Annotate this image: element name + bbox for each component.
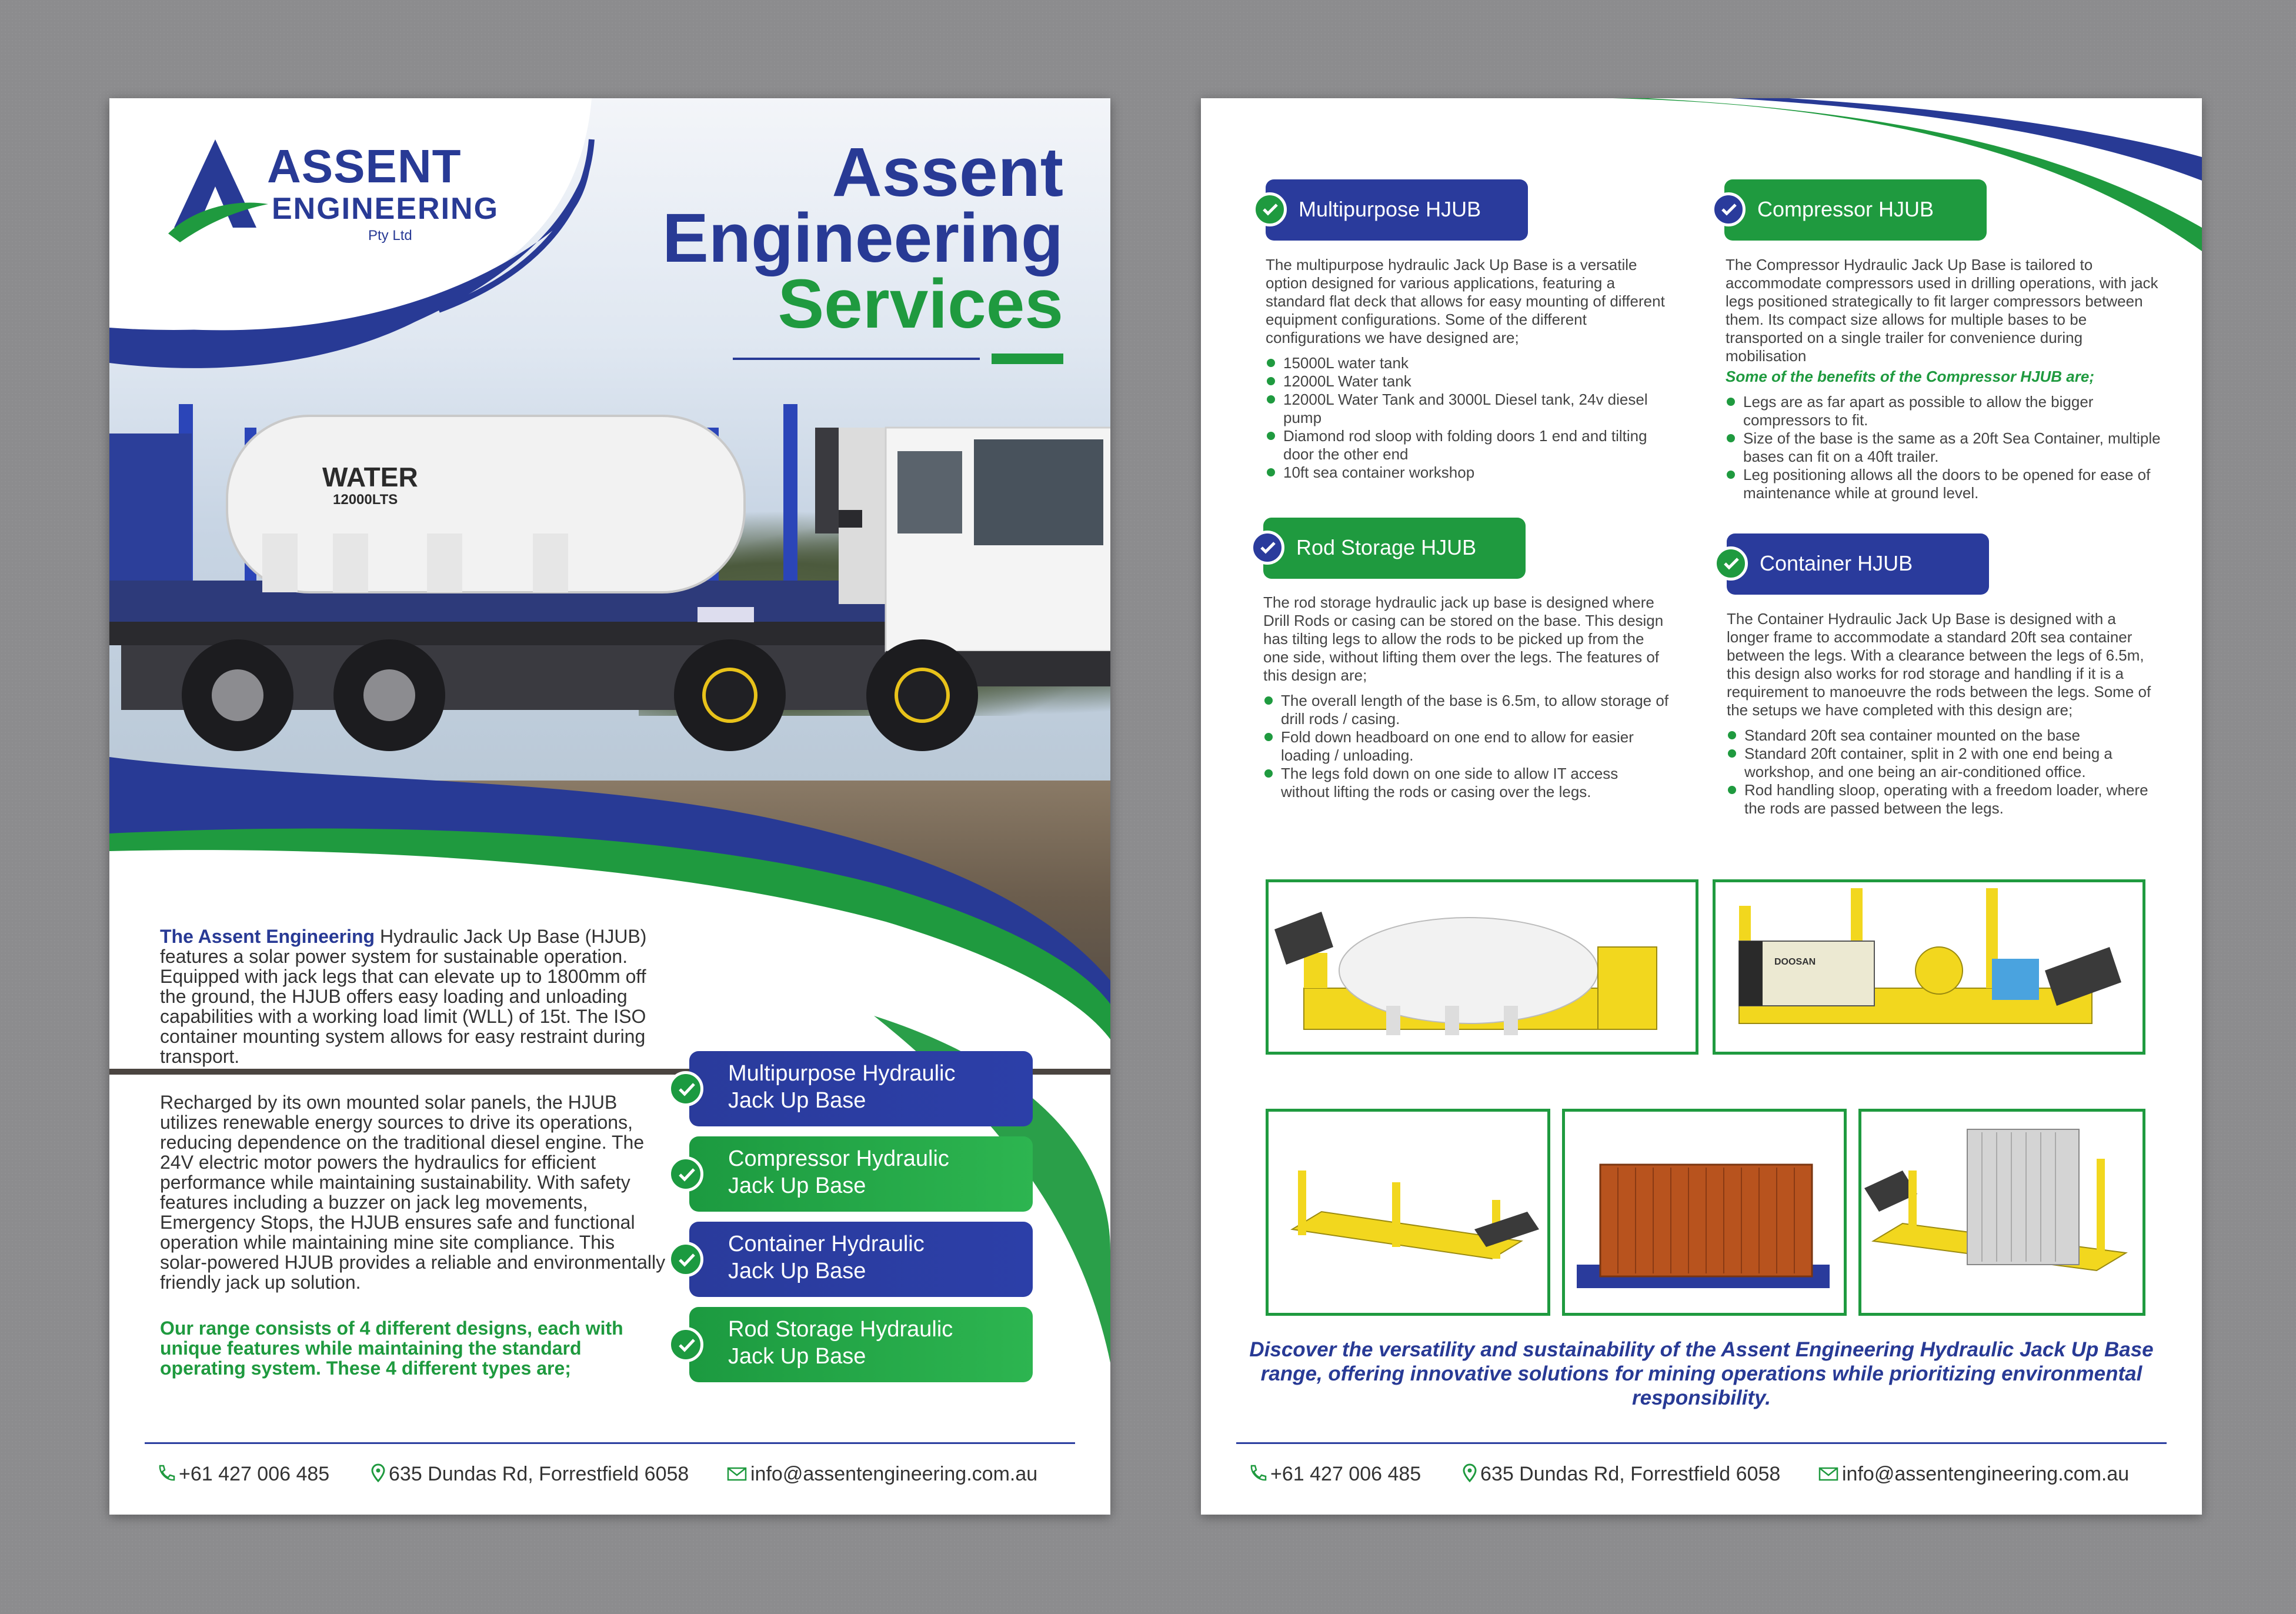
page-title	[662, 134, 1063, 343]
section-body-multipurpose	[1266, 256, 1666, 482]
compressor-brand-label: DOOSAN	[1774, 957, 1816, 967]
location-pin-icon	[1463, 1463, 1477, 1488]
bullet-list	[1263, 692, 1669, 801]
tank-sublabel: 12000LTS	[333, 492, 398, 508]
image-container-workshop-base	[1858, 1109, 2145, 1316]
list-item: The legs fold down on one side to allow IT access without lifting the rods or casing over the legs.	[1263, 765, 1669, 801]
type-pill-line1: Multipurpose Hydraulic	[728, 1061, 956, 1086]
intro-company-name: The Assent Engineering	[160, 926, 375, 947]
type-pill-multipurpose	[689, 1051, 1033, 1126]
logo-name-line3: Pty Ltd	[368, 228, 412, 244]
section-title: Multipurpose HJUB	[1299, 197, 1481, 221]
list-item: Fold down headboard on one end to allow for easier loading / unloading.	[1263, 728, 1669, 765]
intro-paragraph-1	[160, 926, 666, 1066]
section-description: The Container Hydraulic Jack Up Base is designed with a longer frame to accommodate a standard 20ft sea container between the legs. With a clearance between the legs of 6.5m, this design also works for rod storage and handling if it is a requirement to manoeuvre the rods between the legs. Some of the setups we have completed with this design are;	[1727, 610, 2151, 719]
flyer-page-back	[1201, 98, 2202, 1515]
type-pill-line1: Rod Storage Hydraulic	[728, 1317, 953, 1342]
check-icon	[668, 1071, 703, 1106]
list-item: The overall length of the base is 6.5m, to allow storage of drill rods / casing.	[1263, 692, 1669, 728]
list-item: Rod handling sloop, operating with a freedom loader, where the rods are passed between the legs.	[1727, 781, 2162, 818]
intro-text	[160, 926, 666, 1404]
check-icon	[1253, 192, 1287, 226]
mail-icon	[727, 1464, 747, 1487]
check-icon	[1250, 531, 1284, 565]
phone-icon	[156, 1463, 175, 1488]
section-heading-compressor	[1724, 179, 1987, 241]
intro-paragraph-2: Recharged by its own mounted solar panels, the HJUB utilizes renewable energy sources to drive its operations, reducing dependence on the traditional diesel engine. The 24V electric motor powers the hydraulics for efficient performance while maintaining sustainability. With safety features including a buzzer on jack leg movements, Emergency Stops, the HJUB ensures safe and functional operation while maintaining mine site compliance. This solar-powered HJUB provides a reliable and environmentally friendly jack up solution.	[160, 1092, 666, 1293]
logo-name-line2: ENGINEERING	[272, 192, 499, 226]
footer-phone	[156, 1463, 329, 1488]
type-pill-rod-storage	[689, 1307, 1033, 1382]
section-heading-multipurpose	[1266, 179, 1528, 241]
list-item: Leg positioning allows all the doors to be opened for ease of maintenance while at ground level.	[1726, 466, 2161, 502]
footer-address-text: 635 Dundas Rd, Forrestfield 6058	[389, 1463, 689, 1485]
footer-divider	[145, 1442, 1075, 1444]
bullet-list	[1727, 726, 2162, 818]
footer-phone	[1248, 1463, 1421, 1488]
list-item: Standard 20ft container, split in 2 with one end being a workshop, and one being an air-conditioned office.	[1727, 745, 2162, 781]
title-line-1: Assent	[832, 134, 1063, 211]
footer-address	[371, 1463, 689, 1488]
section-title: Rod Storage HJUB	[1296, 535, 1477, 559]
bullet-list	[1266, 354, 1666, 482]
section-body-compressor	[1726, 256, 2161, 502]
footer-address-text: 635 Dundas Rd, Forrestfield 6058	[1480, 1463, 1781, 1485]
type-pill-container	[689, 1222, 1033, 1297]
tank-label: WATER	[322, 462, 418, 492]
section-description: The rod storage hydraulic jack up base is designed where Drill Rods or casing can be stored on the base. This design has tilting legs to allow the rods to be picked up from the one side, without lifting them over the legs. The features of this design are;	[1263, 593, 1664, 684]
company-logo	[168, 139, 592, 292]
footer-phone-text: +61 427 006 485	[179, 1463, 330, 1485]
type-pill-line2: Jack Up Base	[728, 1088, 866, 1113]
check-icon	[668, 1242, 703, 1277]
title-line-3: Services	[777, 265, 1063, 343]
section-heading-container	[1727, 533, 1989, 595]
mail-icon	[1818, 1464, 1838, 1487]
bullet-list	[1726, 393, 2161, 502]
check-icon	[668, 1156, 703, 1192]
image-rod-storage-base	[1266, 1109, 1550, 1316]
list-item: 12000L Water Tank and 3000L Diesel tank, 24v diesel pump	[1266, 391, 1666, 427]
check-icon	[668, 1327, 703, 1362]
type-pill-line2: Jack Up Base	[728, 1173, 866, 1198]
section-description: The multipurpose hydraulic Jack Up Base is a versatile option designed for various applications, featuring a standard flat deck that allows for easy mounting of different equipment configurations. Some of the different configurations we have designed are;	[1266, 256, 1665, 346]
list-item: 10ft sea container workshop	[1266, 463, 1666, 482]
flyer-page-front	[109, 98, 1110, 1515]
footer-email	[727, 1463, 1037, 1487]
type-pill-line1: Compressor Hydraulic	[728, 1146, 949, 1171]
logo-mark-icon	[168, 139, 268, 245]
section-body-rod-storage	[1263, 593, 1669, 801]
section-heading-rod-storage	[1263, 518, 1526, 579]
list-item: 15000L water tank	[1266, 354, 1666, 372]
title-line-2: Engineering	[662, 199, 1063, 277]
image-container-base	[1562, 1109, 1847, 1316]
logo-name-line1: ASSENT	[267, 140, 462, 192]
type-pill-line1: Container Hydraulic	[728, 1232, 925, 1256]
type-pill-line2: Jack Up Base	[728, 1344, 866, 1369]
footer-email-text: info@assentengineering.com.au	[1842, 1463, 2130, 1485]
list-item: Size of the base is the same as a 20ft Sea Container, multiple bases can fit on a 40ft trailer.	[1726, 429, 2161, 466]
image-compressor-base	[1713, 879, 2145, 1055]
intro-paragraph-1-text: Hydraulic Jack Up Base (HJUB) features a solar power system for sustainable operation. Equipped with jack legs that can elevate up to 1800mm off the ground, the HJUB offers easy loading and unloading capabilities with a working load limit (WLL) of 15t. The ISO container mounting system allows for easy restraint during transport.	[160, 926, 647, 1067]
footer-phone-text: +61 427 006 485	[1270, 1463, 1421, 1485]
intro-paragraph-3: Our range consists of 4 different designs, each with unique features while maintaining the standard operating system. These 4 different types are;	[160, 1318, 623, 1379]
check-icon	[1711, 192, 1746, 226]
section-emphasis: Some of the benefits of the Compressor HJUB are;	[1726, 368, 2094, 385]
type-pill-compressor	[689, 1136, 1033, 1212]
footer-address	[1463, 1463, 1780, 1488]
footer-email-text: info@assentengineering.com.au	[750, 1463, 1038, 1485]
type-pill-line2: Jack Up Base	[728, 1259, 866, 1283]
location-pin-icon	[371, 1463, 385, 1488]
image-water-tank-base	[1266, 879, 1698, 1055]
list-item: Legs are as far apart as possible to allow the bigger compressors to fit.	[1726, 393, 2161, 429]
section-description: The Compressor Hydraulic Jack Up Base is tailored to accommodate compressors used in drilling operations, with jack legs positioned strategically to fit larger compressors between them. Its compact size allows for multiple bases to be transported on a single trailer for convenience during mobilisation	[1726, 256, 2158, 365]
footer-email	[1818, 1463, 2129, 1487]
section-body-container	[1727, 610, 2162, 818]
check-icon	[1714, 546, 1748, 581]
list-item: 12000L Water tank	[1266, 372, 1666, 391]
list-item: Standard 20ft sea container mounted on the base	[1727, 726, 2162, 745]
footer-divider	[1236, 1442, 2167, 1444]
closing-statement: Discover the versatility and sustainability of the Assent Engineering Hydraulic Jack Up Base range, offering innovative solutions for mining operations while prioritizing environmental responsibility.	[1249, 1338, 2154, 1409]
section-title: Compressor HJUB	[1757, 197, 1934, 221]
section-title: Container HJUB	[1760, 551, 1913, 575]
list-item: Diamond rod sloop with folding doors 1 end and tilting door the other end	[1266, 427, 1666, 463]
phone-icon	[1248, 1463, 1267, 1488]
